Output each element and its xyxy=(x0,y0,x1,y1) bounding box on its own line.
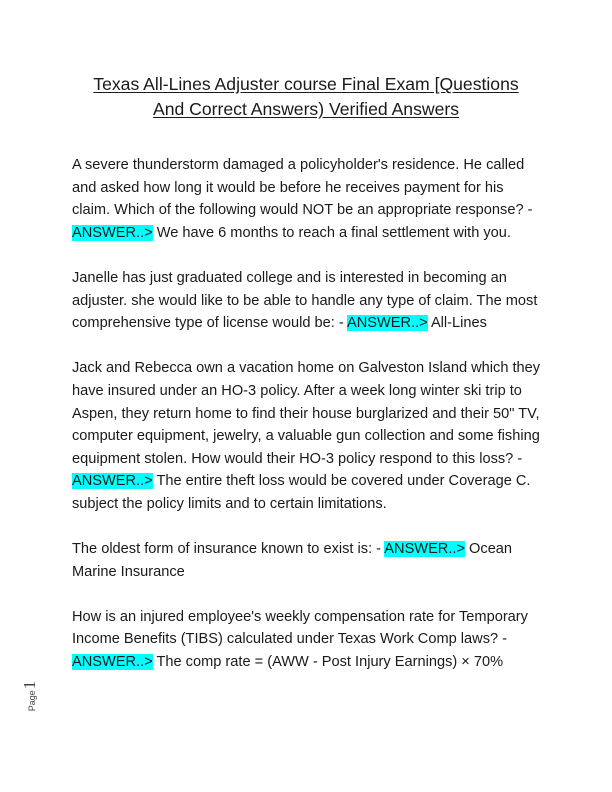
answer-text: All-Lines xyxy=(430,315,487,332)
qa-item xyxy=(72,357,542,515)
page-label: Page xyxy=(27,690,37,712)
qa-list xyxy=(72,154,542,696)
answer-marker: ANSWER..> xyxy=(72,224,153,241)
answer-marker: ANSWER..> xyxy=(72,473,153,490)
page-number xyxy=(20,676,60,716)
document-title xyxy=(60,72,552,122)
answer-marker: ANSWER..> xyxy=(347,315,428,332)
title-line-1: Texas All-Lines Adjuster course Final Exam [Questions xyxy=(93,74,519,94)
qa-item xyxy=(72,606,542,674)
question-text: Janelle has just graduated college and is interested in becoming an adjuster. she would like to be able to handle any type of claim. The most comprehensive type of license would be: - xyxy=(72,269,538,332)
page-number-value: 1 xyxy=(20,680,39,690)
answer-marker: ANSWER..> xyxy=(72,654,153,671)
qa-item xyxy=(72,154,542,244)
answer-text: The entire theft loss would be covered under Coverage C. subject the policy limits and to certain limitations. xyxy=(72,473,531,512)
title-line-2: And Correct Answers) Verified Answers xyxy=(152,99,460,119)
answer-marker: ANSWER..> xyxy=(384,541,465,558)
question-text: The oldest form of insurance known to exist is: - xyxy=(72,541,382,558)
answer-text: Ocean Marine Insurance xyxy=(72,541,513,580)
qa-item xyxy=(72,267,542,335)
answer-text: The comp rate = (AWW - Post Injury Earnings) × 70% xyxy=(156,654,504,671)
qa-item xyxy=(72,538,542,583)
question-text: A severe thunderstorm damaged a policyholder's residence. He called and asked how long it would be before he receives payment for his claim. Which of the following would NOT be an appropriate response? - xyxy=(72,157,533,219)
question-text: How is an injured employee's weekly compensation rate for Temporary Income Benefits (TIBS) calculated under Texas Work Comp laws? - xyxy=(72,608,528,648)
answer-text: We have 6 months to reach a final settlement with you. xyxy=(156,224,511,241)
question-text: Jack and Rebecca own a vacation home on Galveston Island which they have insured under an HO-3 policy. After a week long winter ski trip to Aspen, they return home to find their house burglarized and their 50" TV, computer equipment, jewelry, a valuable gun collection and some fishing equipment stolen. How would their HO-3 policy respond to this loss? - xyxy=(72,360,541,467)
